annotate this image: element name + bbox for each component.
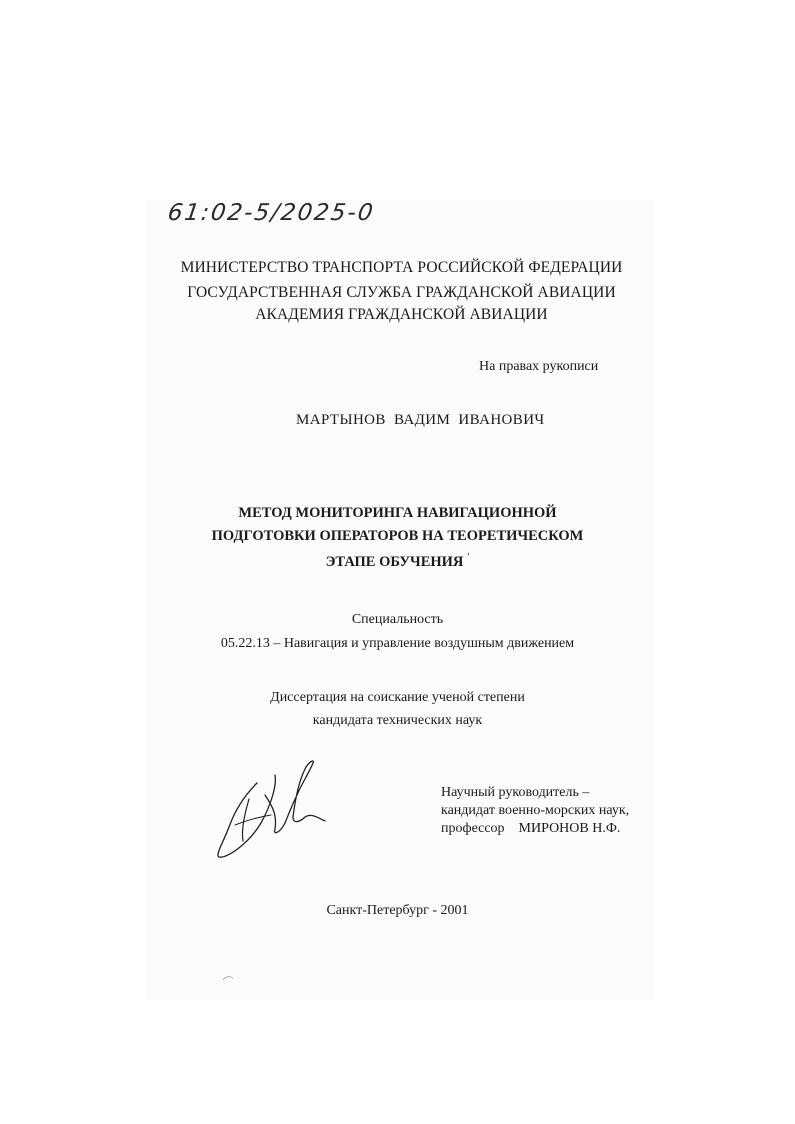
advisor-degree: кандидат военно-морских наук, bbox=[441, 803, 630, 818]
place-and-year: Санкт-Петербург - 2001 bbox=[326, 903, 469, 918]
advisor-name: профессор МИРОНОВ Н.Ф. bbox=[441, 821, 621, 836]
degree-line-1: Диссертация на соискание ученой степени bbox=[270, 690, 525, 705]
degree-line-2: кандидата технических наук bbox=[312, 713, 483, 728]
ministry-name: МИНИСТЕРСТВО ТРАНСПОРТА РОССИЙСКОЙ ФЕДЕРАЦИИ bbox=[180, 259, 623, 276]
thesis-title-line-2: ПОДГОТОВКИ ОПЕРАТОРОВ НА ТЕОРЕТИЧЕСКОМ bbox=[211, 528, 584, 544]
thesis-title-line-3 bbox=[0, 551, 795, 571]
thesis-title-text: ЭТАПЕ ОБУЧЕНИЯ bbox=[325, 553, 464, 570]
specialty-label: Специальность bbox=[351, 612, 444, 627]
thesis-title-line-1: МЕТОД МОНИТОРИНГА НАВИГАЦИОННОЙ bbox=[238, 505, 557, 521]
advisor-role: Научный руководитель – bbox=[441, 785, 590, 800]
title-mark: ' bbox=[467, 551, 470, 563]
author-signature bbox=[205, 755, 335, 865]
scan-speck bbox=[222, 975, 234, 981]
specialty-value: 05.22.13 – Навигация и управление воздушным движением bbox=[220, 636, 575, 651]
author-name: МАРТЫНОВ ВАДИМ ИВАНОВИЧ bbox=[296, 412, 545, 428]
academy-name: АКАДЕМИЯ ГРАЖДАНСКОЙ АВИАЦИИ bbox=[255, 306, 548, 323]
handwritten-archive-number: 61:02-5/2025-0 bbox=[166, 200, 377, 226]
manuscript-rights-note: На правах рукописи bbox=[479, 359, 599, 374]
agency-name: ГОСУДАРСТВЕННАЯ СЛУЖБА ГРАЖДАНСКОЙ АВИАЦИИ bbox=[187, 284, 616, 301]
